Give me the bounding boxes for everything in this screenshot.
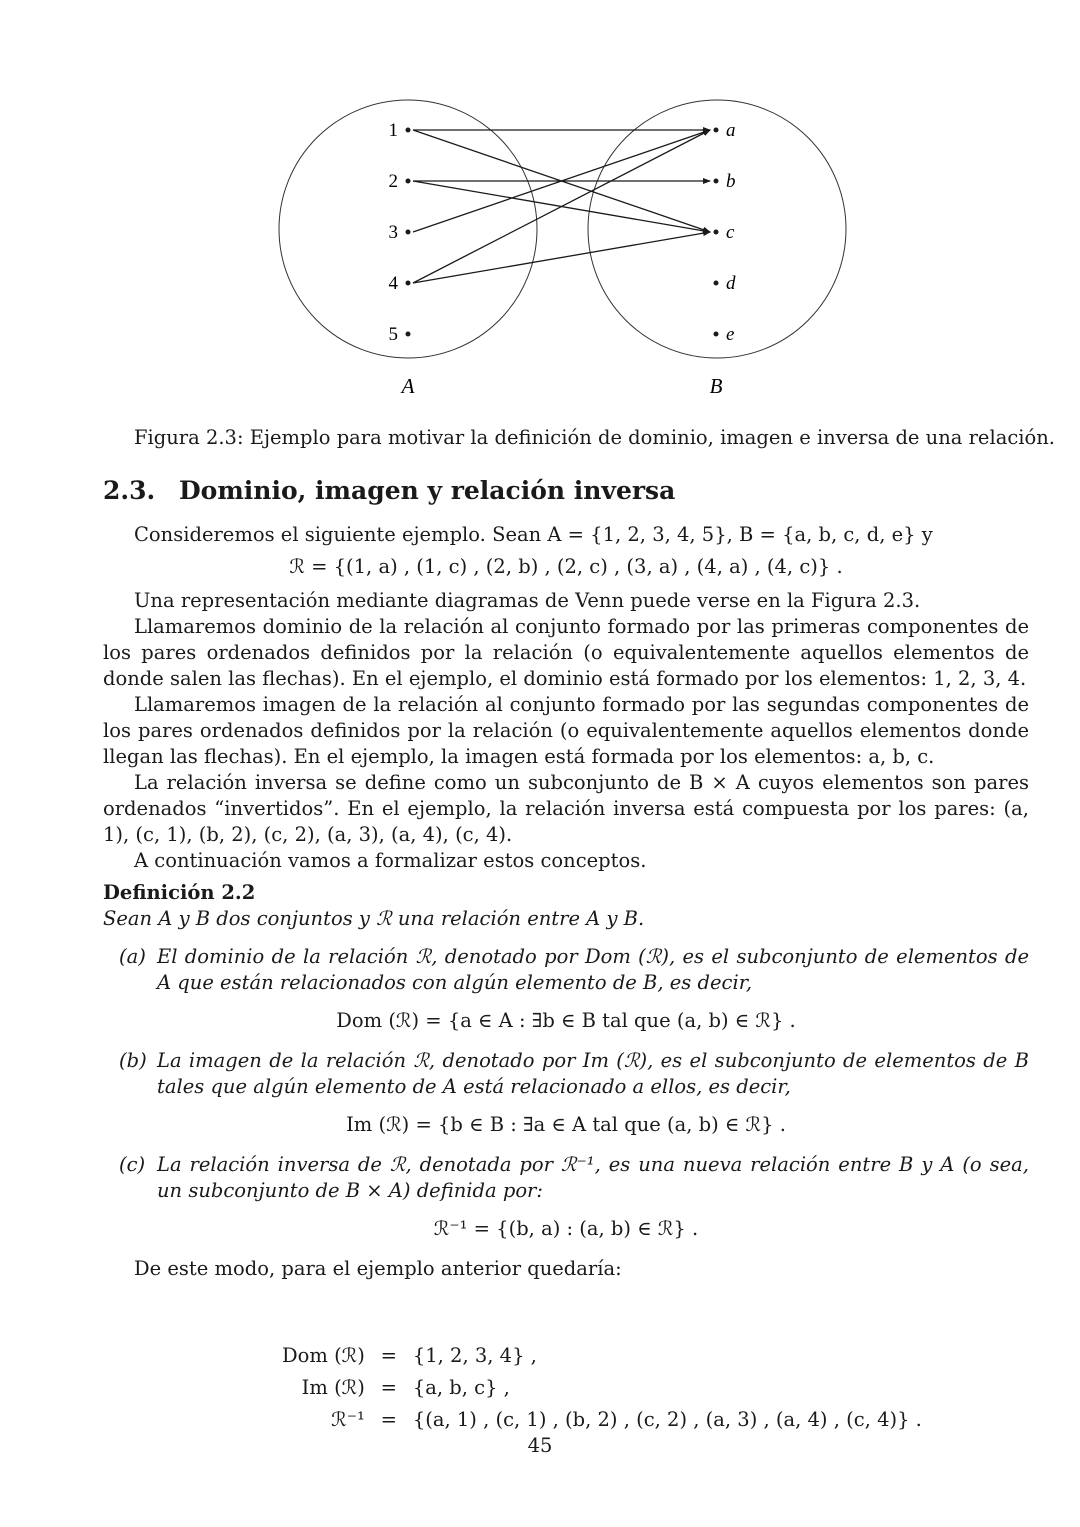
set-a-element-label: 2 (388, 171, 398, 192)
set-a-element-label: 3 (388, 222, 398, 243)
set-a-circle (279, 100, 537, 358)
set-a-element-dot (406, 179, 411, 184)
section-heading (103, 476, 675, 505)
result-lhs: Im (ℛ) (301, 1376, 365, 1399)
inverse-formula: ℛ⁻¹ = {(b, a) : (a, b) ∈ ℛ} . (433, 1217, 699, 1240)
set-b-element-label: d (726, 273, 736, 294)
result-op: = (380, 1376, 398, 1399)
set-a-element-dot (406, 281, 411, 286)
paragraph-intro: Consideremos el siguiente ejemplo. Sean A = {1, 2, 3, 4, 5}, B = {a, b, c, d, e} y (134, 523, 933, 546)
set-a-element-dot (406, 332, 411, 337)
result-row (276, 1372, 928, 1404)
item-label: (c) (119, 1153, 146, 1176)
set-b-element-label: c (726, 222, 735, 243)
result-op: = (380, 1408, 398, 1431)
definition-item-c (103, 1152, 1029, 1204)
result-equations (276, 1340, 928, 1436)
result-rhs: {1, 2, 3, 4} , (412, 1344, 537, 1367)
section-number: 2.3. (103, 476, 156, 505)
relation-equation: ℛ = {(1, a) , (1, c) , (2, b) , (2, c) , (3, a) , (4, a) , (4, c)} . (289, 555, 843, 578)
dom-formula: Dom (ℛ) = {a ∈ A : ∃b ∈ B tal que (a, b) ∈ ℛ} . (336, 1009, 796, 1032)
item-label: (a) (119, 945, 146, 968)
figure-caption: Figura 2.3: Ejemplo para motivar la definición de dominio, imagen e inversa de una relación. (134, 426, 1055, 449)
result-rhs: {(a, 1) , (c, 1) , (b, 2) , (c, 2) , (a, 3) , (a, 4) , (c, 4)} . (412, 1408, 922, 1431)
set-a-label: A (401, 374, 415, 398)
item-text: El dominio de la relación ℛ, denotado por Dom (ℛ), es el subconjunto de elementos de A que están relacionados con algún elemento de B, es decir, (157, 945, 1029, 994)
result-op: = (380, 1344, 398, 1367)
venn-diagram (270, 98, 860, 408)
set-a-element-label: 5 (388, 324, 398, 345)
set-b-circle (588, 100, 846, 358)
result-rhs: {a, b, c} , (412, 1376, 510, 1399)
item-label: (b) (119, 1049, 147, 1072)
paragraph-inversa: La relación inversa se define como un subconjunto de B × A cuyos elementos son pares ordenados “invertidos”. En el ejemplo, la relación inversa está compuesta por los pares: (a, 1), (c, 1), (b, 2), (c, 2), (a, 3), (a, 4), (c, 4). (103, 771, 1029, 846)
paragraph-dominio: Llamaremos dominio de la relación al conjunto formado por las primeras componentes de los pares ordenados definidos por la relación (o equivalentemente aquellos elementos de donde salen las flechas). En el ejemplo, el dominio está formado por los elementos: 1, 2, 3, 4. (103, 615, 1029, 690)
relation-arrow (413, 130, 710, 283)
set-b-element-dot (714, 332, 719, 337)
paragraph-venn-ref: Una representación mediante diagramas de Venn puede verse en la Figura 2.3. (134, 589, 921, 612)
definition-statement: Sean A y B dos conjuntos y ℛ una relación entre A y B. (103, 907, 645, 930)
set-b-element-dot (714, 179, 719, 184)
item-text: La imagen de la relación ℛ, denotado por Im (ℛ), es el subconjunto de elementos de B tales que algún elemento de A está relacionado a ellos, es decir, (157, 1049, 1029, 1098)
result-lhs: ℛ⁻¹ (331, 1408, 365, 1431)
set-a-element-label: 4 (388, 273, 398, 294)
set-b-element-dot (714, 230, 719, 235)
set-b-element-label: b (726, 171, 736, 192)
paragraph-continuacion: A continuación vamos a formalizar estos conceptos. (134, 849, 647, 872)
section-body (103, 522, 1029, 1282)
result-row (276, 1404, 928, 1436)
page-number: 45 (527, 1434, 553, 1457)
definition-item-b (103, 1048, 1029, 1100)
item-text: La relación inversa de ℛ, denotada por ℛ⁻¹, es una nueva relación entre B y A (o sea, un subconjunto de B × A) definida por: (157, 1153, 1029, 1202)
relation-arrow (413, 232, 710, 283)
set-b-label: B (709, 374, 723, 398)
result-lhs: Dom (ℛ) (282, 1344, 365, 1367)
set-a-element-label: 1 (388, 120, 398, 141)
set-b-element-dot (714, 281, 719, 286)
section-title: Dominio, imagen y relación inversa (179, 476, 676, 505)
set-b-element-label: a (726, 120, 736, 141)
im-formula: Im (ℛ) = {b ∈ B : ∃a ∈ A tal que (a, b) ∈ ℛ} . (346, 1113, 786, 1136)
definition-item-a (103, 944, 1029, 996)
definition-heading: Definición 2.2 (103, 881, 256, 904)
paragraph-result-intro: De este modo, para el ejemplo anterior quedaría: (134, 1257, 622, 1280)
set-a-element-dot (406, 230, 411, 235)
set-a-element-dot (406, 128, 411, 133)
set-b-element-dot (714, 128, 719, 133)
set-b-element-label: e (726, 324, 735, 345)
paragraph-imagen: Llamaremos imagen de la relación al conjunto formado por las segundas componentes de los pares ordenados definidos por la relación (o equivalentemente aquellos elementos donde llegan las flechas). En el ejemplo, la imagen está formada por los elementos: a, b, c. (103, 693, 1029, 768)
result-row (276, 1340, 928, 1372)
